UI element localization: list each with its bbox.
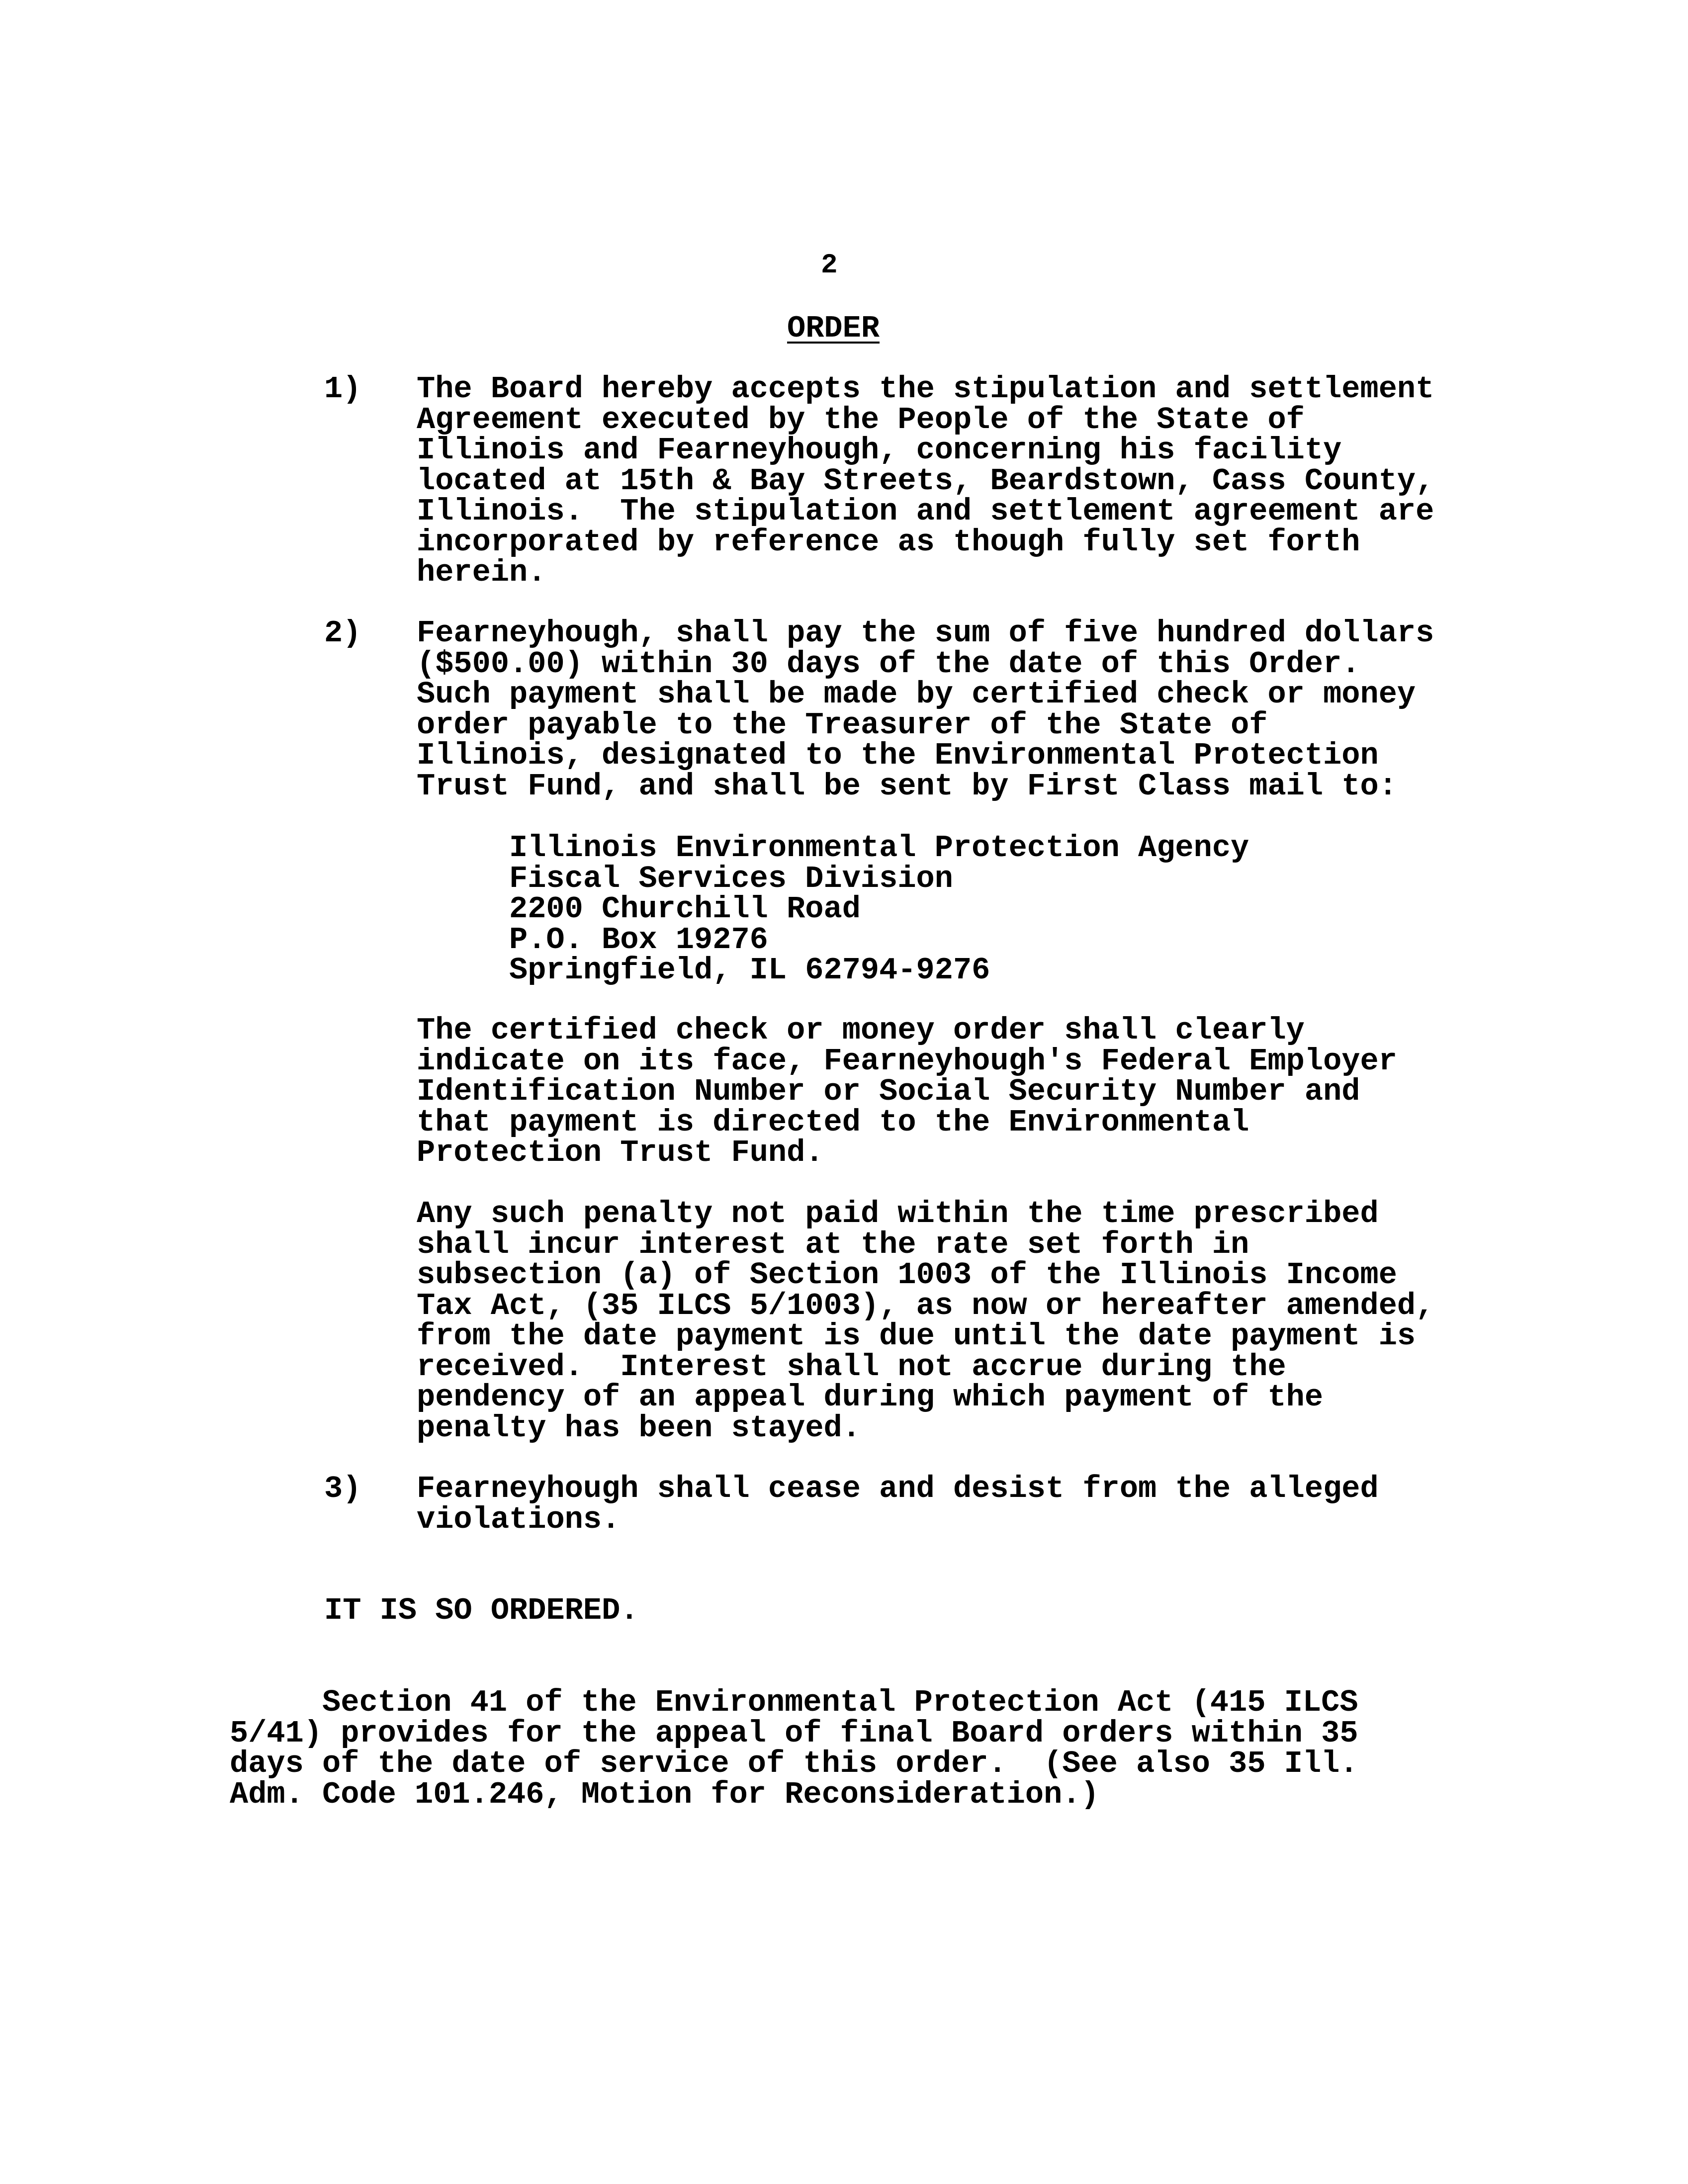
text-line: Protection Trust Fund. (417, 1135, 824, 1170)
text-line: Trust Fund, and shall be sent by First Class mail to: (417, 768, 1397, 804)
text-line: ($500.00) within 30 days of the date of this Order. (417, 646, 1360, 682)
text-line: shall incur interest at the rate set forth in (417, 1226, 1249, 1262)
text-line: located at 15th & Bay Streets, Beardstown, Cass County, (417, 463, 1434, 499)
text-line: Tax Act, (35 ILCS 5/1003), as now or hereafter amended, (417, 1288, 1434, 1323)
text-line: Fearneyhough, shall pay the sum of five hundred dollars (417, 615, 1434, 651)
text-line: Illinois. The stipulation and settlement agreement are (417, 494, 1434, 529)
text-line: days of the date of service of this order. (See also 35 Ill. (230, 1746, 1358, 1781)
item-2-text (417, 615, 1434, 804)
text-line: The certified check or money order shall clearly (417, 1013, 1305, 1048)
text-line: Any such penalty not paid within the time prescribed (417, 1196, 1379, 1231)
text-line: The Board hereby accepts the stipulation and settlement (417, 371, 1434, 407)
text-line: received. Interest shall not accrue during the (417, 1349, 1286, 1385)
item-1-text (417, 371, 1434, 590)
item-1-number: 1) (324, 371, 361, 407)
text-line: Illinois, designated to the Environmental Protection (417, 738, 1379, 773)
text-line: from the date payment is due until the date payment is (417, 1318, 1416, 1354)
address-line: 2200 Churchill Road (509, 891, 861, 927)
item-2-number: 2) (324, 615, 361, 651)
text-line: pendency of an appeal during which payment of the (417, 1380, 1324, 1415)
text-line: Such payment shall be made by certified check or money (417, 677, 1416, 712)
address-line: P.O. Box 19276 (509, 922, 768, 958)
text-line: Illinois and Fearneyhough, concerning his facility (417, 433, 1342, 468)
text-line: Identification Number or Social Security Number and (417, 1074, 1360, 1109)
text-line: Agreement executed by the People of the State of (417, 402, 1305, 437)
text-line: penalty has been stayed. (417, 1410, 861, 1446)
text-line: herein. (417, 555, 546, 590)
text-line: that payment is directed to the Environmental (417, 1104, 1249, 1140)
appeal-paragraph (230, 1687, 1358, 1810)
address-line: Springfield, IL 62794-9276 (509, 953, 990, 988)
text-line: Section 41 of the Environmental Protection Act (415 ILCS (230, 1685, 1358, 1720)
text-line: Fearneyhough shall cease and desist from the alleged (417, 1471, 1379, 1506)
address-line: Illinois Environmental Protection Agency (509, 830, 1249, 866)
text-line: indicate on its face, Fearneyhough's Federal Employer (417, 1043, 1397, 1079)
address-line: Fiscal Services Division (509, 861, 953, 896)
text-line: subsection (a) of Section 1003 of the Illinois Income (417, 1257, 1397, 1293)
text-line: incorporated by reference as though fully set forth (417, 524, 1360, 560)
so-ordered: IT IS SO ORDERED. (324, 1593, 639, 1628)
page-number: 2 (821, 249, 838, 281)
item-3-number: 3) (324, 1471, 361, 1506)
text-line: Adm. Code 101.246, Motion for Reconsideration.) (230, 1776, 1099, 1812)
text-line: violations. (417, 1501, 621, 1537)
text-line: 5/41) provides for the appeal of final Board orders within 35 (230, 1715, 1358, 1751)
item-3-text (417, 1471, 1379, 1537)
payment-instructions-paragraph (417, 1015, 1397, 1168)
text-line: order payable to the Treasurer of the State of (417, 707, 1268, 743)
mailing-address (509, 830, 1249, 988)
order-heading: ORDER (787, 311, 880, 346)
interest-paragraph (417, 1196, 1434, 1446)
